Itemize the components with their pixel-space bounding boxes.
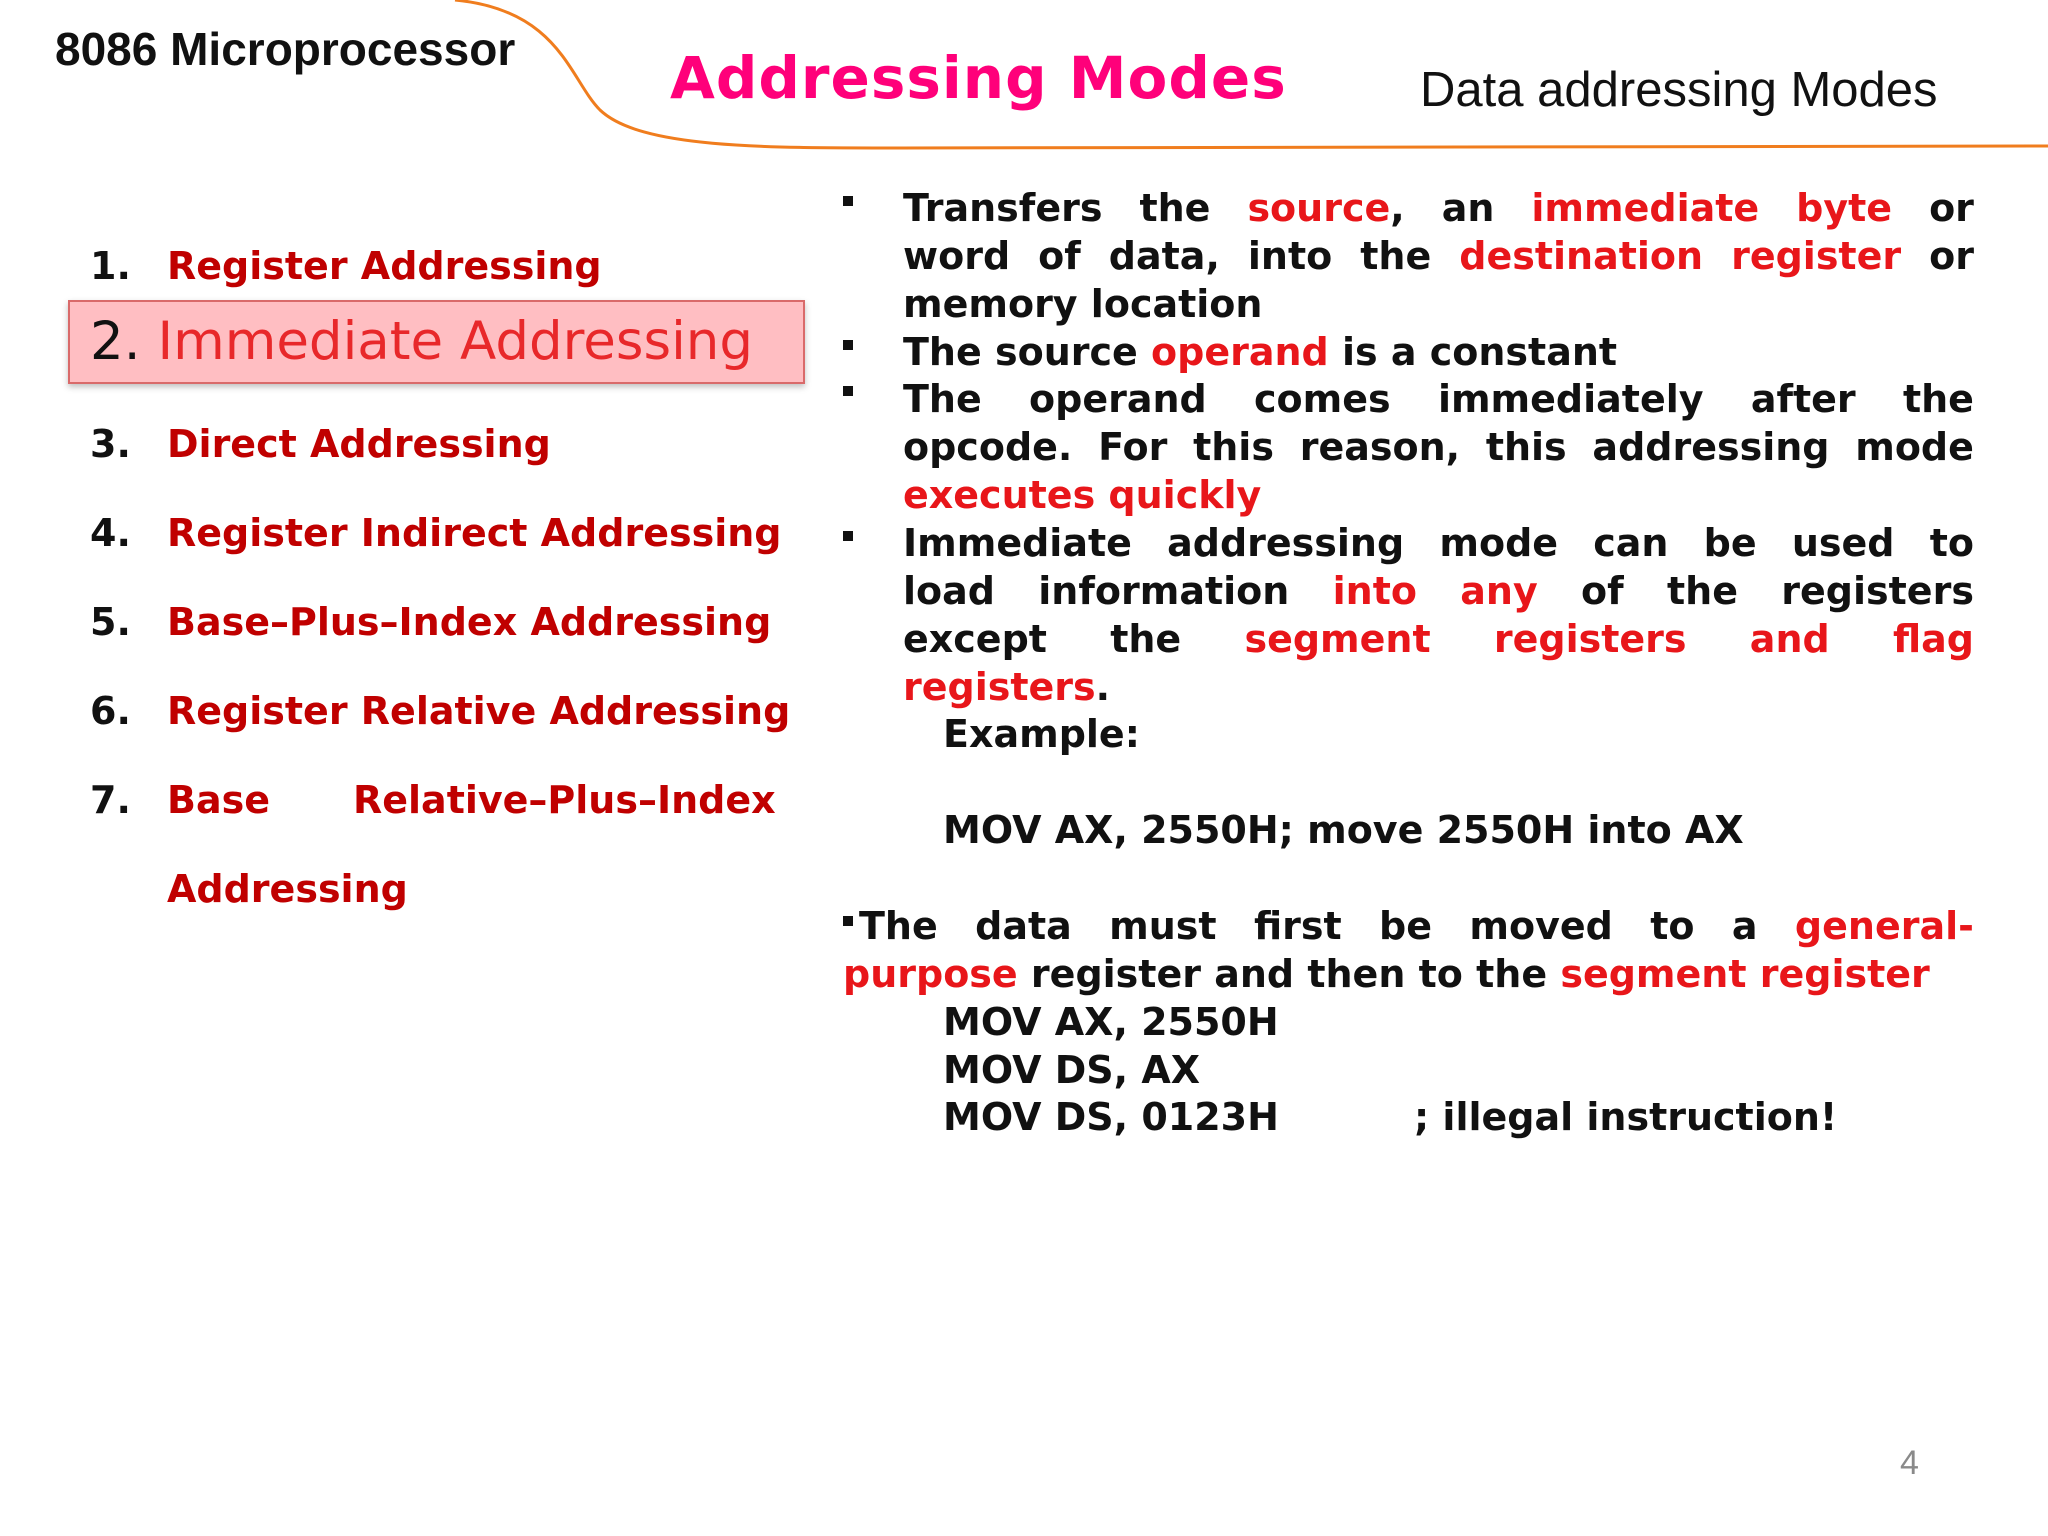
mode-number: 3. <box>90 422 131 466</box>
mode-label: Base–Plus–Index Addressing <box>167 600 772 644</box>
term-source: source <box>1247 186 1391 230</box>
mode-label-part1: Base <box>167 778 270 822</box>
code-line-2: MOV DS, AX <box>943 1048 1201 1092</box>
bullet-1-line-3: memory location <box>903 282 1263 326</box>
mode-number: 5. <box>90 600 131 644</box>
mode-label-part3: Addressing <box>167 867 408 911</box>
bullet-marker <box>843 916 853 926</box>
bullet-4-line-4: registers. <box>903 665 1111 709</box>
bullet-4-line-2: load information into any of the registers <box>903 569 1974 613</box>
bullet-4-line-1: Immediate addressing mode can be used to <box>903 521 1974 565</box>
bullet-1-line-1: Transfers the source, an immediate byte or <box>903 186 1974 230</box>
code-line-1: MOV AX, 2550H <box>943 1000 1279 1044</box>
mode-label: Immediate Addressing <box>157 311 754 372</box>
example-code: MOV AX, 2550H; move 2550H into AX <box>943 808 1744 852</box>
bullet-3-line-1: The operand comes immediately after the <box>903 377 1974 421</box>
bullet-3-line-2: opcode. For this reason, this addressing mode <box>903 425 1974 469</box>
bullet-3-line-3: executes quickly <box>903 473 1262 517</box>
bullet-5-line-1: The data must first be moved to a general- <box>859 904 1974 948</box>
bullet-1-line-2: word of data, into the destination register or <box>903 234 1974 278</box>
mode-number: 7. <box>90 778 131 822</box>
bullet-2: The source operand is a constant <box>903 330 1618 374</box>
mode-number: 2. <box>90 311 141 372</box>
mode-label: Direct Addressing <box>167 422 551 466</box>
page-number: 4 <box>1900 1444 1919 1482</box>
slide-subtitle: Data addressing Modes <box>1420 63 1938 117</box>
bullet-4-line-3: except the segment registers and flag <box>903 617 1974 661</box>
bullet-marker <box>843 531 853 541</box>
mode-number: 1. <box>90 244 131 288</box>
bullet-marker <box>843 386 853 396</box>
mode-label-part2: Relative–Plus–Index <box>353 778 776 822</box>
slide-title: Addressing Modes <box>670 44 1287 112</box>
code-comment-3: ; illegal instruction! <box>1414 1095 1838 1139</box>
example-label: Example: <box>943 712 1140 756</box>
bullet-marker <box>843 340 853 350</box>
mode-label: Register Addressing <box>167 244 602 288</box>
mode-item-immediate[interactable] <box>90 311 753 372</box>
mode-number: 4. <box>90 511 131 555</box>
bullet-5-line-2: purpose register and then to the segment register <box>843 952 1930 996</box>
code-line-3: MOV DS, 0123H <box>943 1095 1279 1139</box>
course-title: 8086 Microprocessor <box>55 23 516 75</box>
mode-number: 6. <box>90 689 131 733</box>
mode-label: Register Relative Addressing <box>167 689 791 733</box>
bullet-marker <box>843 196 853 206</box>
mode-label: Register Indirect Addressing <box>167 511 782 555</box>
